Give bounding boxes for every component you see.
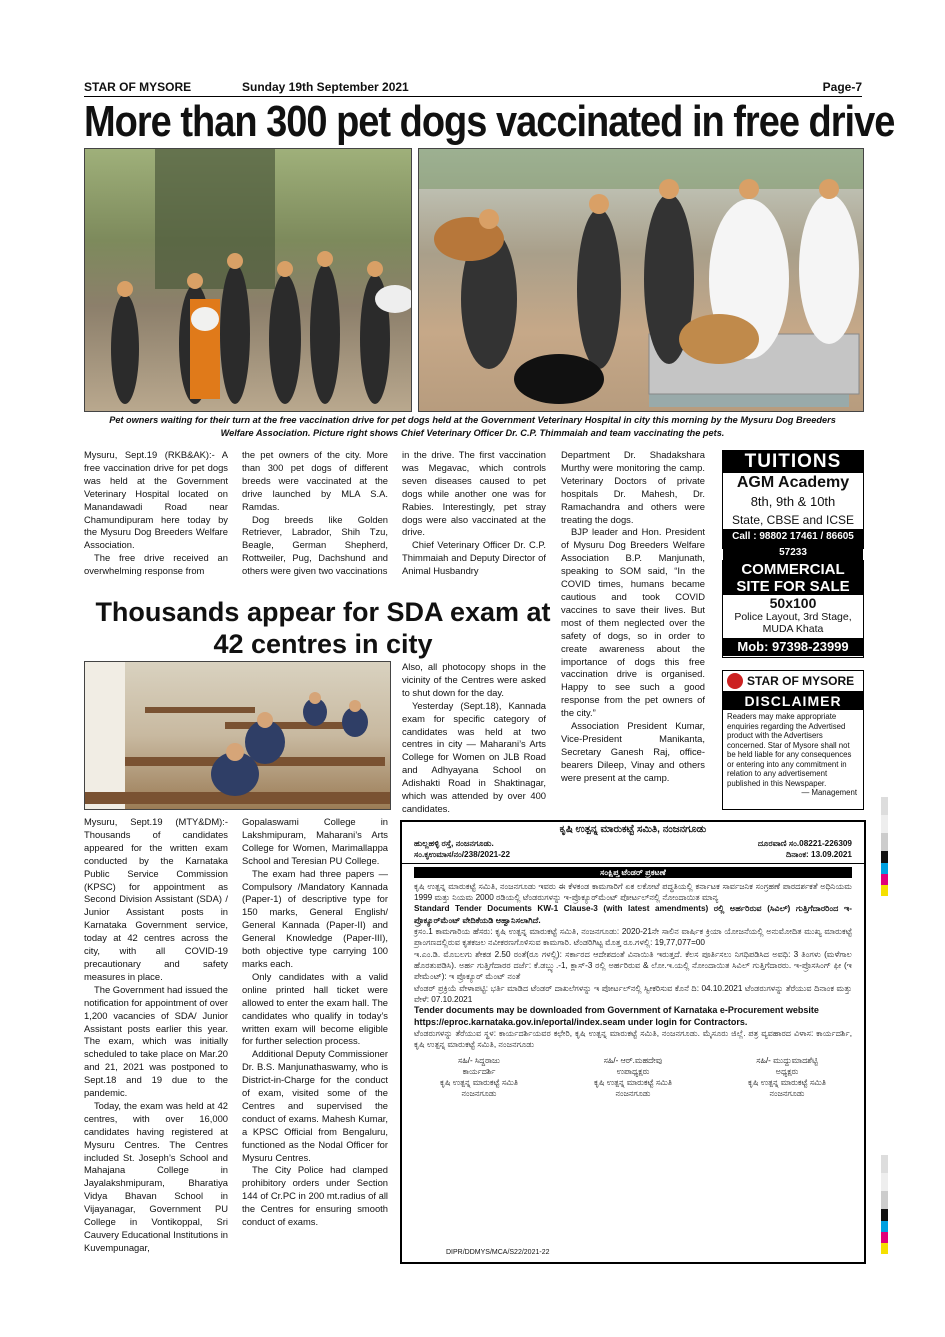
story2-col3	[402, 661, 546, 816]
paragraph: in the drive. The first vaccination was Megavac, which controls seven diseases caused to pet dogs while another one was for Rabies. Interestingly, pet stray dogs were also vaccinated at the drive.	[402, 449, 546, 538]
tender-body6: ಟೆಂಡರುಗಳನ್ನು ತೆರೆಯುವ ಸ್ಥಳ: ಕಾರ್ಯದರ್ಶಿಯವರ ಕಛೇರಿ, ಕೃಷಿ ಉತ್ಪನ್ನ ಮಾರುಕಟ್ಟೆ ಸಮಿತಿ, ನಂಜನಗೂಡು. ಮೈಸೂರು ಜಿಲ್ಲೆ. ಪತ್ರ ವ್ಯವಹಾರದ ವಿಳಾಸ: ಕಾರ್ಯದರ್ಶಿ, ಕೃಷಿ ಉತ್ಪನ್ನ ಮಾರುಕಟ್ಟೆ ಸಮಿತಿ, ನಂಜನಗೂಡು	[414, 1029, 852, 1050]
photo-caption: Pet owners waiting for their turn at the free vaccination drive for pet dogs held at the Government Veterinary Hospital in city this morning by the Mysuru Dog Breeders Welfare Association. Picture right shows Chief Veterinary Officer Dr. C.P. Thimmaiah and team vaccinating the pets.	[109, 415, 836, 438]
ad-site-title1: COMMERCIAL	[723, 561, 863, 578]
tender-ref-row	[402, 849, 864, 863]
sig-line: ಕೃಷಿ ಉತ್ಪನ್ನ ಮಾರುಕಟ್ಟೆ ಸಮಿತಿ	[593, 1077, 673, 1087]
masthead	[84, 80, 862, 96]
sig-line: ನಂಜನಗೂಡು	[461, 1088, 497, 1098]
tender-notice	[400, 820, 866, 1264]
paragraph: The Government had issued the notification for appointment of over 1,200 vacancies of SDA/ Junior Assistant posts earlier this year. The exam, which was initially scheduled to take place on Mar.20 and 21, 2021 was postponed to Sept.18 and 19 due to the pandemic.	[84, 983, 228, 1099]
tender-title: ಕೃಷಿ ಉತ್ಪನ್ನ ಮಾರುಕಟ್ಟೆ ಸಮಿತಿ, ನಂಜನಗೂಡು	[559, 824, 707, 835]
tender-date: ದಿನಾಂಕ: 13.09.2021	[785, 850, 852, 860]
photo-dog-owners-scene	[85, 149, 411, 411]
paragraph: Only candidates with a valid online printed hall ticket were allowed to enter the exam hall. The candidates who qualify in today’s written exam will become eligible for further selection process.	[242, 970, 388, 1047]
reg-swatch	[881, 1221, 888, 1232]
tender-phone: ದೂರವಾಣಿ ಸಂ.08221-226309	[757, 839, 852, 848]
paragraph: Mysuru, Sept.19 (RKB&AK):- A free vaccination drive for pet dogs was held at the Government Veterinary Hospital located on Manandawadi Road near Chamundipuram here today by the Mysuru Dog Breeders Welfare Association.	[84, 449, 228, 551]
reg-swatch	[881, 885, 888, 896]
paragraph: Gopalaswami College in Lakshmipuram, Maharani’s Arts College for Women, Marimallappa School and Teresian PU College.	[242, 816, 388, 866]
tender-english-note: Tender documents may be downloaded from Government of Karnataka e-Procurement website https://eproc.karnataka.gov.in/eportal/index.seam under login for Contractors.	[414, 1005, 819, 1027]
story1-col4	[561, 449, 705, 785]
signature-vice-president	[594, 1055, 672, 1099]
paragraph: The free drive received an overwhelming response from	[84, 552, 228, 577]
paragraph: Mysuru, Sept.19 (MTY&DM):- Thousands of candidates appeared for the written exam conducted by the Karnataka Public Service Commission (KPSC) for appointment as Second Division Assistant (SDA) / Junior Assistant posts in Karnataka Government service, today at 42 centres across the city, with all COVID-19 precautionary and safety measures in place.	[84, 816, 228, 982]
sig-line: ಉಪಾಧ್ಯಕ್ಷರು	[616, 1066, 650, 1076]
reg-swatch	[881, 1155, 888, 1173]
story1-col1	[84, 449, 228, 578]
tender-body1: ಕೃಷಿ ಉತ್ಪನ್ನ ಮಾರುಕಟ್ಟೆ ಸಮಿತಿ, ನಂಜನಗೂಡು ಇವರು ಈ ಕೆಳಕಂಡ ಕಾಮಗಾರಿಗೆ ಏಕ ಲಕೋಟೆ ಪದ್ಧತಿಯಲ್ಲಿ ಕರ್ನಾಟಕ ಸಾರ್ವಜನಿಕ ಸಂಗ್ರಹಣೆ ಪಾರದರ್ಶಕತೆ ಅಧಿನಿಯಮ 1999 ಮತ್ತು ನಿಯಮ 2000 ರಡಿಯಲ್ಲಿ ಟೆಂಡರುಗಳನ್ನು ಇ-ಪ್ರೊಕ್ಯೂರ್‌ಮೆಂಟ್ ಪೋರ್ಟಲ್‌ನಲ್ಲಿ ನೋಂದಾಯಿತ ಮಾನ್ಯ	[414, 881, 852, 903]
tender-notice-label: ಸಂಕ್ಷಿಪ್ತ ಟೆಂಡರ್ ಪ್ರಕಟಣೆ	[414, 867, 852, 878]
photo-exam-hall-scene	[85, 662, 390, 809]
paragraph: Additional Deputy Commissioner Dr. B.S. Manjunathaswamy, who is District-in-Charge for the conduct of exam, visited some of the Centres and supervised the conduct of exams. Mahesh Kumar, a KPSC Official from Bengaluru, functioned as the Nodal Officer for Mysuru Centres.	[242, 1048, 388, 1163]
photo-dog-owners	[84, 148, 412, 412]
star-of-mysore-logo-icon	[727, 673, 743, 689]
story1-col3	[402, 449, 546, 578]
ad-site-loc2: MUDA Khata	[762, 623, 824, 635]
disclaimer-brand: STAR OF MYSORE	[747, 674, 855, 688]
ad-site-loc1: Police Layout, 3rd Stage,	[734, 611, 852, 623]
reg-swatch	[881, 1232, 888, 1243]
sig-line: ಸಹಿ/- ಮುದ್ದುಮಾದಶೆಟ್ಟಿ	[756, 1055, 818, 1065]
paragraph: Dog breeds like Golden Retriever, Labrador, Shih Tzu, Beagle, German Shepherd, Rottweiler, Pug, Dachshund and others were given two vaccinations	[242, 513, 388, 577]
disclaimer-brand-row	[723, 671, 863, 692]
tender-code: DIPR/DDMYS/MCA/S22/2021-22	[446, 1248, 550, 1256]
sig-line: ಕೃಷಿ ಉತ್ಪನ್ನ ಮಾರುಕಟ್ಟೆ ಸಮಿತಿ	[439, 1077, 519, 1087]
tender-body2: Standard Tender Documents KW-1 Clause-3 (with latest amendments) ರಲ್ಲಿ ಅರ್ಹರಿರುವ (ಸಿವಿಲ್) ಗುತ್ತಿಗೆದಾರರಿಂದ ಇ-ಪ್ರೊಕ್ಯೂರ್‌ಮೆಂಟ್ ವೇದಿಕೆಯಡಿ ಆಹ್ವಾನಿಸಲಾಗಿದೆ.	[414, 904, 852, 925]
sig-line: ಸಹಿ/- ಸಿದ್ದರಾಜು	[458, 1055, 500, 1065]
story1-col2	[242, 449, 388, 578]
ad-disclaimer	[722, 670, 864, 810]
paragraph: Yesterday (Sept.18), Kannada exam for specific category of candidates was held at two centres in city — Maharani’s Arts College for Women on JLB Road and Adhyayana School on Adishakti Road in Shaktinagar, which was attended by over 400 candidates.	[402, 699, 546, 814]
paper-name: STAR OF MYSORE	[84, 80, 192, 94]
reg-swatch	[881, 851, 888, 863]
reg-swatch	[881, 815, 888, 833]
story2-col2	[242, 816, 388, 1229]
sig-line: ಕಾರ್ಯದರ್ಶಿ	[462, 1066, 496, 1076]
signature-secretary	[440, 1055, 518, 1099]
sig-line: ಕೃಷಿ ಉತ್ಪನ್ನ ಮಾರುಕಟ್ಟೆ ಸಮಿತಿ	[747, 1077, 827, 1087]
disclaimer-text: Readers may make appropriate enquiries regarding the Advertised product with the Advertisers concerned. Star of Mysore shall not be held liable for any consequences or entering into any commitment in relation to any advertisement published in this Newspaper.	[727, 712, 852, 788]
paragraph: Department Dr. Shadakshara Murthy were monitoring the camp. Veterinary Doctors of private hospitals Dr. Mahesh, Dr. Ramachandra and others were treating the dogs.	[561, 449, 705, 525]
tender-body3: ಕ್ರಸಂ.1 ಕಾಮಗಾರಿಯ ಹೆಸರು: ಕೃಷಿ ಉತ್ಪನ್ನ ಮಾರುಕಟ್ಟೆ ಸಮಿತಿ, ನಂಜನಗೂಡು: 2020-21ನೇ ಸಾಲಿನ ವಾರ್ಷಿಕ ಕ್ರಿಯಾ ಯೋಜನೆಯಲ್ಲಿ ಅನುಮೋದಿತ ಮುಖ್ಯ ಮಾರುಕಟ್ಟೆ ಪ್ರಾಂಗಣದಲ್ಲಿರುವ ಕೃತಕಜಲ ನವೀಕರಣಗೊಳಿಸುವ ಕಾಮಗಾರಿ. ಟೆಂಡರಿಗಿಟ್ಟ ಮೊತ್ತ ರೂ.ಗಳಲ್ಲಿ: 19,77,077=00	[414, 927, 852, 948]
sig-line: ಸಹಿ/- ಆರ್.ಮಹದೇವು	[603, 1055, 663, 1065]
paragraph: The City Police had clamped prohibitory orders under Section 144 of Cr.PC in 200 mt.radius of all the Centres for ensuring smooth conduct of exams.	[242, 1164, 388, 1228]
signature-president	[748, 1055, 826, 1099]
paragraph: Chief Veterinary Officer Dr. C.P. Thimmaiah and Deputy Director of Animal Husbandry	[402, 539, 546, 577]
story2-col1	[84, 816, 228, 1255]
page-number: Page-7	[822, 80, 862, 94]
ad-site-title2: SITE FOR SALE	[723, 578, 863, 595]
ad-site-mob: Mob: 97398-23999	[723, 638, 863, 656]
ad-tuitions-call: Call : 98802 17461 / 86605 57233	[723, 529, 863, 561]
reg-swatch	[881, 874, 888, 885]
tender-address: ಹುಲ್ಲಹಳ್ಳಿ ರಸ್ತೆ, ನಂಜನಗೂಡು.	[414, 839, 494, 848]
reg-swatch	[881, 863, 888, 874]
ad-tuitions-boards: State, CBSE and ICSE	[731, 513, 855, 527]
reg-swatch	[881, 797, 888, 815]
reg-swatch	[881, 1173, 888, 1191]
paragraph: BJP leader and Hon. President of Mysuru Dog Breeders Welfare Association B.P. Manjunath, speaking to SOM said, “In the COVID times, humans became cautious and took COVID vaccines to save their lives. But most of them neglected over the safety of dogs, so in order to create awareness about the importance of dogs this free vaccination drive is organised. Happy to see such a good response from the pet owners of the city.”	[561, 526, 705, 719]
registration-marks-bottom	[881, 1155, 888, 1255]
disclaimer-title: DISCLAIMER	[723, 692, 863, 710]
tender-body5: ಟೆಂಡರ್ ಪ್ರಕ್ರಿಯೆ ವೇಳಾಪಟ್ಟಿ: ಭರ್ತಿ ಮಾಡಿದ ಟೆಂಡರ್ ದಾಖಲೆಗಳನ್ನು ಇ ಪೋರ್ಟಲ್‌ನಲ್ಲಿ ಸ್ವೀಕರಿಸುವ ಕೊನೆ ದಿ: 04.10.2021 ಟೆಂಡರುಗಳನ್ನು ತೆರೆಯುವ ದಿನಾಂಕ ಮತ್ತು ವೇಳೆ: 07.10.2021	[414, 983, 852, 1004]
issue-date: Sunday 19th September 2021	[242, 80, 409, 94]
paragraph: the pet owners of the city. More than 300 pet dogs of different breeds were vaccinated at the drive launched by MLA S.A. Ramdas.	[242, 449, 388, 512]
reg-swatch	[881, 1209, 888, 1221]
tender-signatures	[402, 1055, 864, 1099]
ad-site-for-sale	[722, 560, 864, 658]
sig-line: ನಂಜನಗೂಡು	[615, 1088, 651, 1098]
paragraph: Today, the exam was held at 42 centres, with over 16,000 candidates having registered at Mysuru Centres. The Centres included St. Joseph’s School and Mahajana College in Jayalakshmipuram, Bharatiya Vidya Bhavan School in Vijayanagar, Government PU College in Vontikoppal, Sri Cauvery Educational Institutions in Kuvempunagar,	[84, 1099, 228, 1253]
reg-swatch	[881, 833, 888, 851]
sig-line: ನಂಜನಗೂಡು	[769, 1088, 805, 1098]
reg-swatch	[881, 1191, 888, 1209]
photo-vaccination-scene	[419, 149, 863, 411]
ad-tuitions-grades: 8th, 9th & 10th	[750, 494, 836, 509]
ad-tuitions-name: AGM Academy	[736, 474, 850, 491]
paragraph: The exam had three papers — Compulsory /Mandatory Kannada (Paper-1) of descriptive type for 150 marks, General English/ General Kannada (Paper-II) and General Knowledge (Paper-III), both objective type carrying 100 marks each.	[242, 867, 388, 969]
photo-vaccination	[418, 148, 864, 412]
tender-ref: ಸಂ.ಕೃಉಮಾಸ/ನಂ/238/2021-22	[414, 850, 511, 860]
registration-marks-top	[881, 797, 888, 897]
ad-tuitions-title: TUITIONS	[723, 451, 863, 473]
headline-sda-exam: Thousands appear for SDA exam at 42 centres in city	[95, 597, 551, 659]
masthead-rule	[84, 96, 862, 97]
disclaimer-sign: — Management	[801, 788, 857, 797]
ad-site-size: 50x100	[769, 595, 817, 611]
paragraph: Also, all photocopy shops in the vicinity of the Centres were asked to shut down for the day.	[402, 661, 546, 698]
paragraph: Association President Kumar, Vice-President Manikanta, Secretary Ganesh Raj, office-bearers Dileep, Vinay and others were present at the camp.	[561, 720, 705, 783]
photo-exam-hall	[84, 661, 391, 810]
ad-tuitions	[722, 450, 864, 558]
sig-line: ಅಧ್ಯಕ್ಷರು	[775, 1066, 799, 1076]
headline: More than 300 pet dogs vaccinated in free drive	[84, 98, 895, 147]
tender-body4: ಇ.ಎಂ.ಡಿ. ಮೊಬಲಗು ಶೇಕಡ 2.50 ರಂತೆ(ರೂ ಗಳಲ್ಲಿ): ಸರ್ಕಾರದ ಆದೇಶದಂತೆ ವಿನಾಯಿತಿ ಇರುತ್ತದೆ. ಕೆಲಸ ಪೂರ್ತಿಸಲು ನಿಗಧಿಪಡಿಸಿದ ಅವಧಿ: 3 ತಿಂಗಳು (ಮಳೆಗಾಲ ಹೊರತುಪಡಿಸಿ). ಅರ್ಹ ಗುತ್ತಿಗೆದಾರರ ದರ್ಜೆ: ಕೆ.ಡಬ್ಲ್ಯು.-1, ಕ್ಲಾಸ್-3 ರಲ್ಲಿ ಅರ್ಹರಿರುವ & ಲೋ.ಇ.ಯಲ್ಲಿ ನೋಂದಾಯಿತ ಸಿವಿಲ್ ಗುತ್ತಿಗೆದಾರರು. ಇ-ಪ್ರೊಸಸಿಂಗ್ ಫೀ (ಇ ಪೇಮೆಂಟ್): ಇ ಪ್ರೊಕ್ಯೂರ್ ಮೆಂಟ್ ನಂತೆ	[414, 949, 852, 982]
reg-swatch	[881, 1243, 888, 1254]
tender-address-row	[402, 838, 864, 849]
